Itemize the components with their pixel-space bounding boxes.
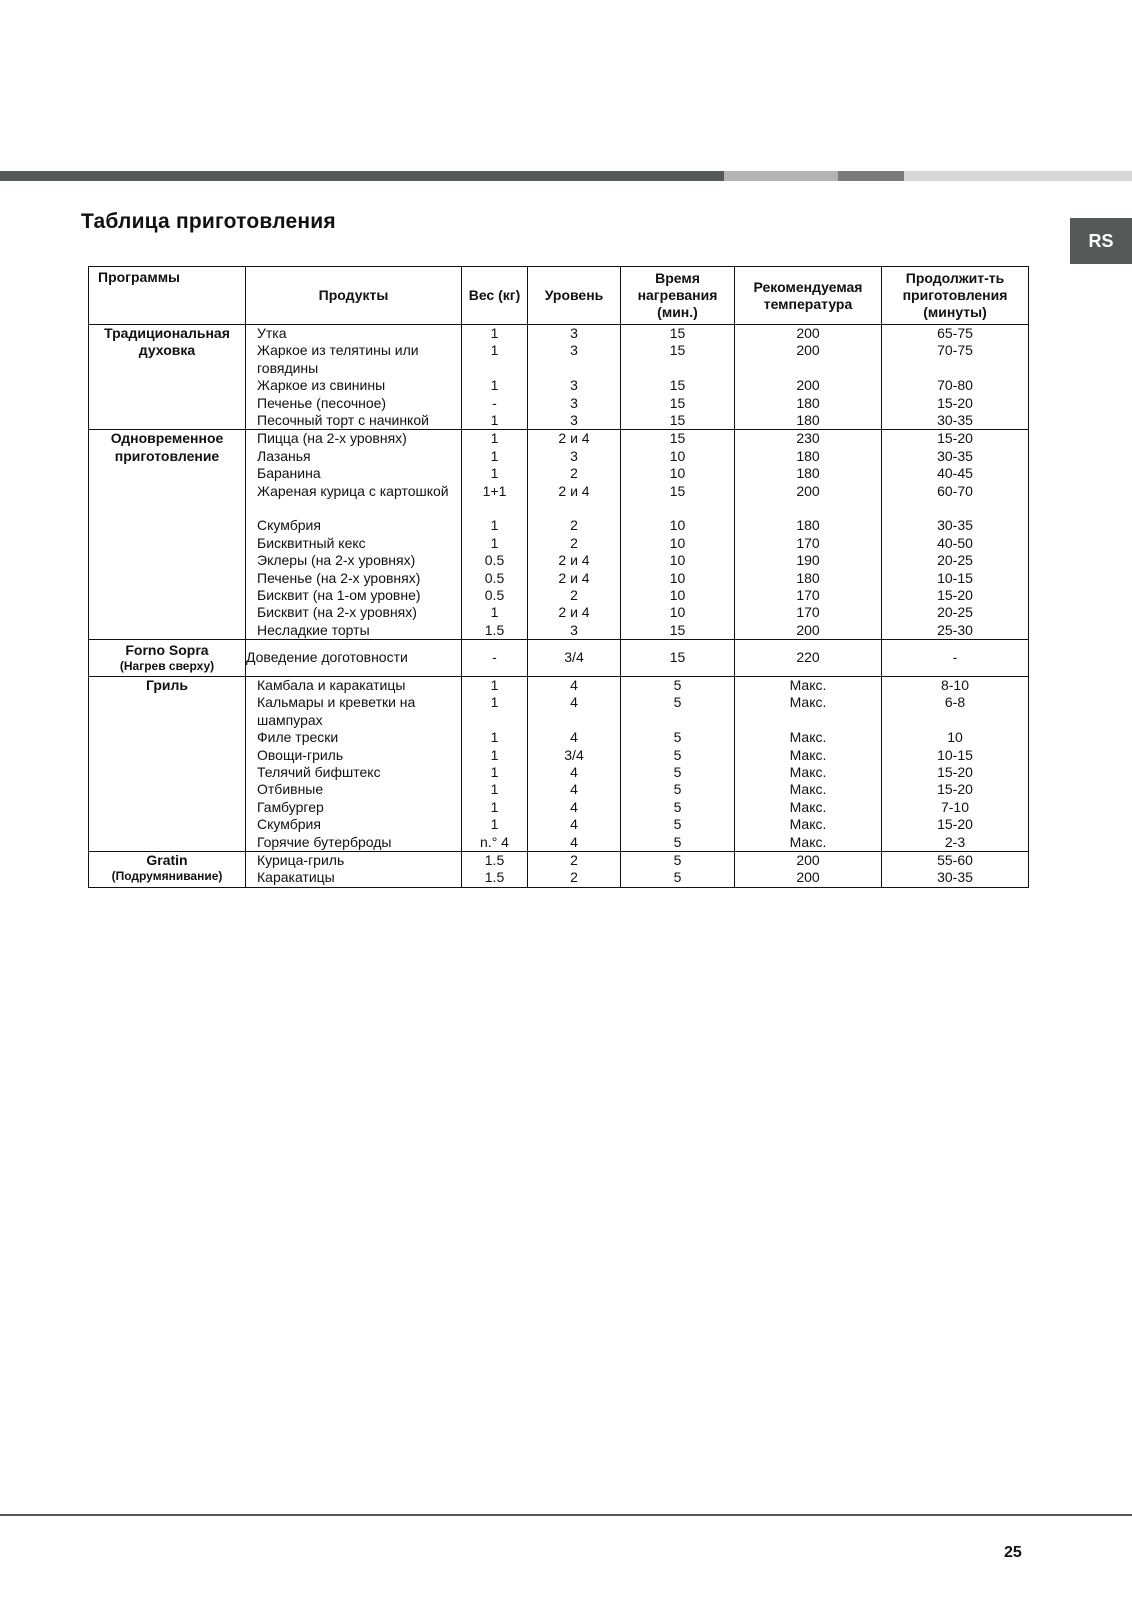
temperature-cell: 200 — [796, 851, 820, 868]
weight-cell: 1 — [490, 604, 499, 621]
preheat-cell-column — [621, 430, 735, 640]
temperature-cell: 200 — [796, 325, 820, 341]
header-products: Продукты — [246, 267, 462, 325]
program-cell — [89, 640, 246, 677]
preheat-cell: 10 — [669, 604, 686, 621]
weight-cell: n.° 4 — [480, 833, 509, 850]
preheat-cell: 10 — [669, 586, 686, 603]
temperature-cell: 180 — [796, 447, 820, 464]
level-cell: 2 и 4 — [558, 482, 590, 499]
level-cell-column — [528, 640, 621, 677]
duration-cell-column — [882, 851, 1029, 887]
duration-cell-column — [882, 325, 1029, 430]
duration-cell: - — [952, 649, 958, 666]
product-cell: Печенье (на 2-х уровнях) — [257, 569, 421, 586]
duration-cell: 2-3 — [944, 833, 966, 850]
language-tab: RS — [1070, 218, 1132, 264]
preheat-cell: 5 — [673, 694, 682, 711]
level-cell: 3 — [570, 377, 578, 394]
product-cell: Горячие бутерброды — [257, 833, 392, 850]
program-cell — [89, 325, 246, 430]
program-name: Forno Sopra — [125, 641, 209, 658]
product-cell-column — [246, 325, 462, 430]
product-cell: Овощи-гриль — [257, 746, 344, 763]
duration-cell: 8-10 — [940, 677, 970, 694]
weight-cell: 1.5 — [484, 869, 505, 886]
temperature-cell: 200 — [796, 377, 820, 394]
level-cell-column — [528, 430, 621, 640]
table-row — [89, 851, 1029, 887]
product-cell: Курица-гриль — [257, 851, 345, 868]
product-cell: Жареная курица с картошкой — [257, 482, 449, 499]
preheat-cell-column — [621, 325, 735, 430]
product-cell: Жаркое из свинины — [257, 377, 386, 394]
level-cell: 3/4 — [564, 649, 584, 666]
temperature-cell-column — [735, 677, 882, 852]
weight-cell: 1 — [490, 729, 499, 746]
weight-cell: 1 — [490, 677, 499, 694]
weight-cell: 1 — [490, 447, 499, 464]
level-cell: 4 — [570, 798, 578, 815]
temperature-cell: Макс. — [789, 781, 827, 798]
preheat-cell: 15 — [669, 621, 686, 638]
duration-cell: 15-20 — [937, 394, 973, 411]
temperature-cell: 170 — [796, 586, 820, 603]
temperature-cell: 180 — [796, 411, 820, 428]
product-cell: Утка — [257, 325, 287, 341]
level-cell: 2 и 4 — [558, 604, 590, 621]
weight-cell: 1 — [490, 816, 499, 833]
temperature-cell: 170 — [796, 604, 820, 621]
preheat-cell-column — [621, 677, 735, 852]
product-cell-column — [246, 851, 462, 887]
preheat-cell: 15 — [669, 430, 686, 447]
weight-cell-column — [462, 430, 528, 640]
table-row — [89, 325, 1029, 430]
temperature-cell: Макс. — [789, 833, 827, 850]
level-cell: 3 — [570, 447, 578, 464]
level-cell: 3/4 — [564, 746, 584, 763]
level-cell: 2 — [570, 869, 578, 886]
preheat-cell: 10 — [669, 447, 686, 464]
temperature-cell: 190 — [796, 552, 820, 569]
product-cell: Камбала и каракатицы — [257, 677, 406, 694]
weight-cell: 1 — [490, 764, 499, 781]
level-cell: 2 — [570, 586, 578, 603]
product-cell: Кальмары и креветки на шампурах — [257, 694, 416, 728]
header-bar-segment — [724, 171, 838, 181]
temperature-cell: Макс. — [789, 677, 827, 694]
product-cell: Баранина — [257, 465, 321, 482]
program-subtitle: (Подрумянивание) — [111, 869, 223, 884]
duration-cell: 70-80 — [937, 377, 973, 394]
temperature-cell: 230 — [796, 430, 820, 447]
footer-divider — [0, 1514, 1132, 1516]
level-cell: 4 — [570, 677, 578, 694]
product-cell: Телячий бифштекс — [257, 764, 381, 781]
weight-cell: 1 — [490, 411, 499, 428]
product-cell: Скумбрия — [257, 816, 321, 833]
duration-cell: 65-75 — [937, 325, 973, 341]
preheat-cell: 15 — [669, 649, 686, 666]
product-cell: Бисквитный кекс — [257, 534, 366, 551]
weight-cell: 1 — [490, 534, 499, 551]
duration-cell: 7-10 — [940, 798, 970, 815]
weight-cell: 1 — [490, 798, 499, 815]
program-cell — [89, 430, 246, 640]
level-cell: 2 — [570, 517, 578, 534]
weight-cell: 1 — [490, 781, 499, 798]
program-cell — [89, 851, 246, 887]
duration-cell-column — [882, 640, 1029, 677]
product-cell: Эклеры (на 2-х уровнях) — [257, 552, 416, 569]
temperature-cell: 180 — [796, 465, 820, 482]
product-cell: Бисквит (на 1-ом уровне) — [257, 586, 421, 603]
temperature-cell-column — [735, 640, 882, 677]
temperature-cell: Макс. — [789, 746, 827, 763]
product-cell: Бисквит (на 2-х уровнях) — [257, 604, 417, 621]
product-cell: Печенье (песочное) — [257, 394, 387, 411]
product-cell: Каракатицы — [257, 869, 335, 886]
preheat-cell: 15 — [669, 325, 686, 341]
preheat-cell: 5 — [673, 729, 682, 746]
weight-cell-column — [462, 851, 528, 887]
temperature-cell: Макс. — [789, 816, 827, 833]
table-row — [89, 677, 1029, 852]
weight-cell: 1.5 — [484, 851, 505, 868]
weight-cell: 0.5 — [484, 569, 505, 586]
temperature-cell: Макс. — [789, 764, 827, 781]
preheat-cell-column — [621, 640, 735, 677]
duration-cell-column — [882, 430, 1029, 640]
weight-cell-column — [462, 640, 528, 677]
level-cell-column — [528, 851, 621, 887]
table-body — [89, 325, 1029, 888]
level-cell: 3 — [570, 394, 578, 411]
temperature-cell: 200 — [796, 869, 820, 886]
weight-cell: 1 — [490, 465, 499, 482]
weight-cell: 1 — [490, 377, 499, 394]
temperature-cell: 200 — [796, 482, 820, 499]
preheat-cell: 10 — [669, 517, 686, 534]
weight-cell: 1 — [490, 325, 499, 341]
preheat-cell: 5 — [673, 764, 682, 781]
temperature-cell: Макс. — [789, 729, 827, 746]
product-cell: Несладкие торты — [257, 621, 370, 638]
weight-cell: 0.5 — [484, 586, 505, 603]
temperature-cell: 200 — [796, 342, 820, 359]
temperature-cell: 180 — [796, 394, 820, 411]
weight-cell: - — [492, 394, 497, 411]
weight-cell: 1 — [490, 517, 499, 534]
level-cell-column — [528, 325, 621, 430]
temperature-cell: Макс. — [789, 694, 827, 711]
preheat-cell-column — [621, 851, 735, 887]
duration-cell: 15-20 — [937, 764, 973, 781]
product-cell-column — [246, 430, 462, 640]
duration-cell: 10-15 — [937, 569, 973, 586]
product-cell: Доведение доготовности — [246, 649, 408, 666]
duration-cell: 15-20 — [937, 430, 973, 447]
weight-cell-column — [462, 677, 528, 852]
preheat-cell: 5 — [673, 816, 682, 833]
duration-cell: 15-20 — [937, 781, 973, 798]
duration-cell-column — [882, 677, 1029, 852]
preheat-cell: 10 — [669, 569, 686, 586]
header-level: Уровень — [528, 267, 621, 325]
duration-cell: 6-8 — [944, 694, 966, 711]
header-color-bar — [0, 171, 1132, 181]
level-cell: 2 и 4 — [558, 552, 590, 569]
duration-cell: 10 — [947, 729, 963, 746]
product-cell: Скумбрия — [257, 517, 321, 534]
weight-cell: 1 — [490, 342, 499, 359]
level-cell: 4 — [570, 729, 578, 746]
preheat-cell: 5 — [673, 869, 682, 886]
product-cell-column — [246, 677, 462, 852]
preheat-cell: 5 — [673, 746, 682, 763]
weight-cell: 1 — [490, 694, 499, 711]
duration-cell: 20-25 — [937, 552, 973, 569]
level-cell: 2 — [570, 534, 578, 551]
duration-cell: 30-35 — [937, 517, 973, 534]
preheat-cell: 15 — [669, 377, 686, 394]
level-cell: 4 — [570, 816, 578, 833]
header-preheat: Время нагревания (мин.) — [621, 267, 735, 325]
duration-cell: 25-30 — [937, 621, 973, 638]
level-cell: 4 — [570, 694, 578, 711]
weight-cell: 1+1 — [482, 482, 507, 499]
duration-cell: 20-25 — [937, 604, 973, 621]
level-cell: 4 — [570, 833, 578, 850]
level-cell-column — [528, 677, 621, 852]
preheat-cell: 15 — [669, 342, 686, 359]
duration-cell: 30-35 — [937, 447, 973, 464]
preheat-cell: 5 — [673, 833, 682, 850]
preheat-cell: 10 — [669, 552, 686, 569]
header-temperature: Рекомендуемая температура — [735, 267, 882, 325]
page-number: 25 — [1004, 1544, 1022, 1561]
header-duration: Продолжит-ть приготовления (минуты) — [882, 267, 1029, 325]
program-name: Гриль — [145, 677, 189, 694]
temperature-cell-column — [735, 851, 882, 887]
weight-cell: 1 — [490, 746, 499, 763]
duration-cell: 55-60 — [937, 851, 973, 868]
duration-cell: 15-20 — [937, 816, 973, 833]
weight-cell-column — [462, 325, 528, 430]
header-bar-segment — [0, 171, 724, 181]
preheat-cell: 15 — [669, 411, 686, 428]
preheat-cell: 10 — [669, 534, 686, 551]
product-cell: Пицца (на 2-х уровнях) — [257, 430, 407, 447]
level-cell: 4 — [570, 781, 578, 798]
weight-cell: 1.5 — [484, 621, 505, 638]
temperature-cell: Макс. — [789, 798, 827, 815]
cooking-table — [88, 266, 1029, 888]
duration-cell: 40-45 — [937, 465, 973, 482]
duration-cell: 70-75 — [937, 342, 973, 359]
product-cell: Гамбургер — [257, 798, 324, 815]
program-name: Gratin — [146, 851, 188, 868]
temperature-cell: 170 — [796, 534, 820, 551]
level-cell: 2 и 4 — [558, 430, 590, 447]
temperature-cell: 200 — [796, 621, 820, 638]
temperature-cell: 220 — [796, 649, 820, 666]
level-cell: 2 — [570, 465, 578, 482]
product-cell: Песочный торт с начинкой — [257, 411, 429, 428]
temperature-cell: 180 — [796, 569, 820, 586]
temperature-cell-column — [735, 430, 882, 640]
preheat-cell: 5 — [673, 798, 682, 815]
temperature-cell-column — [735, 325, 882, 430]
duration-cell: 30-35 — [937, 869, 973, 886]
program-cell — [89, 677, 246, 852]
level-cell: 3 — [570, 342, 578, 359]
preheat-cell: 5 — [673, 677, 682, 694]
duration-cell: 60-70 — [937, 482, 973, 499]
duration-cell: 40-50 — [937, 534, 973, 551]
product-cell: Жаркое из телятины или говядины — [257, 342, 419, 376]
program-subtitle: (Нагрев сверху) — [119, 659, 215, 674]
product-cell-column — [246, 640, 462, 677]
level-cell: 2 — [570, 851, 578, 868]
table-header-row — [89, 267, 1029, 325]
header-programs: Программы — [89, 267, 246, 325]
weight-cell: 0.5 — [484, 552, 505, 569]
weight-cell: - — [492, 649, 497, 666]
table-row — [89, 430, 1029, 640]
table-row — [89, 640, 1029, 677]
duration-cell: 10-15 — [937, 746, 973, 763]
preheat-cell: 10 — [669, 465, 686, 482]
preheat-cell: 5 — [673, 781, 682, 798]
program-name: Одновременное приготовление — [110, 430, 224, 464]
program-name: Традициональная духовка — [104, 325, 230, 359]
level-cell: 3 — [570, 325, 578, 341]
header-bar-segment — [904, 171, 1132, 181]
level-cell: 3 — [570, 621, 578, 638]
header-bar-segment — [838, 171, 904, 181]
temperature-cell: 180 — [796, 517, 820, 534]
preheat-cell: 15 — [669, 394, 686, 411]
weight-cell: 1 — [490, 430, 499, 447]
product-cell: Отбивные — [257, 781, 324, 798]
product-cell: Лазанья — [257, 447, 311, 464]
page-title: Таблица приготовления — [81, 210, 336, 233]
duration-cell: 15-20 — [937, 586, 973, 603]
header-weight: Вес (кг) — [462, 267, 528, 325]
duration-cell: 30-35 — [937, 411, 973, 428]
level-cell: 4 — [570, 764, 578, 781]
product-cell: Филе трески — [257, 729, 339, 746]
preheat-cell: 15 — [669, 482, 686, 499]
preheat-cell: 5 — [673, 851, 682, 868]
level-cell: 2 и 4 — [558, 569, 590, 586]
level-cell: 3 — [570, 411, 578, 428]
